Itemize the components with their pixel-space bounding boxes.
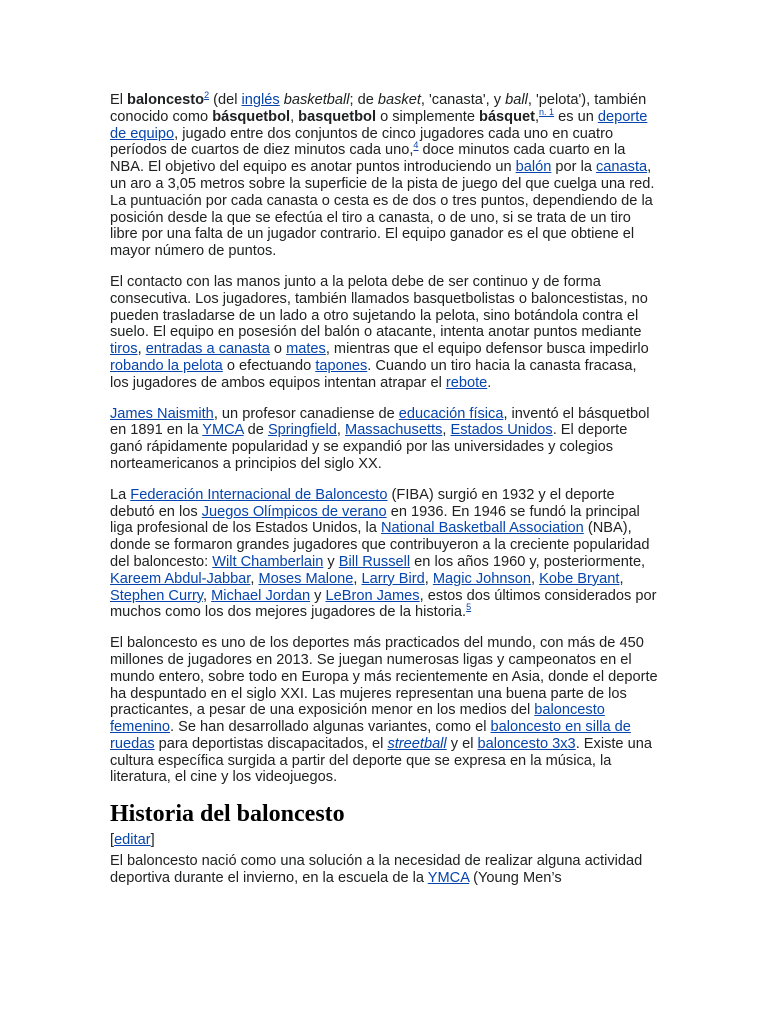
text: , bbox=[531, 570, 540, 587]
term-basquetbol: basquetbol bbox=[298, 108, 377, 125]
link-kareem-abdul-jabbar[interactable]: Kareem Abdul-Jabbar bbox=[110, 570, 251, 587]
text: , bbox=[336, 422, 346, 439]
text: , 'pelota'), también conocido como bbox=[110, 92, 647, 125]
text: , estos dos últimos considerados por muchos como los dos mejores jugadores de la historia. bbox=[110, 587, 657, 621]
text: o efectuando bbox=[222, 357, 316, 374]
text: . Se han desarrollado algunas variantes, como el bbox=[170, 719, 491, 736]
text: en los años 1960 y, posteriormente, bbox=[410, 553, 646, 570]
paragraph-fiba-nba bbox=[110, 487, 658, 621]
link-bill-russell[interactable]: Bill Russell bbox=[338, 553, 411, 570]
link-mates[interactable]: mates bbox=[286, 341, 326, 358]
text: , un profesor canadiense de bbox=[213, 405, 399, 422]
link-larry-bird[interactable]: Larry Bird bbox=[361, 570, 425, 587]
text: , 'canasta', y bbox=[420, 92, 506, 108]
term-ball: ball bbox=[505, 92, 528, 108]
link-massachusetts[interactable]: Massachusetts bbox=[345, 422, 443, 439]
text: El contacto con las manos junto a la pelota debe de ser continuo y de forma consecutiva. Los jugadores, también llamados basquetbolistas o baloncestistas, no pueden trasladarse de un lado a otro sujetando la pelota, sino botándola contra el suelo. El equipo en posesión del balón o atacante, intenta anotar puntos mediante bbox=[110, 273, 648, 341]
text: en 1936. En 1946 se fundó la principal liga profesional de los Estados Unidos, la bbox=[110, 503, 640, 537]
text: , bbox=[137, 341, 146, 358]
link-baloncesto-femenino[interactable]: baloncesto femenino bbox=[110, 702, 605, 736]
link-tapones[interactable]: tapones bbox=[315, 357, 368, 374]
section-edit bbox=[110, 832, 658, 849]
bracket: ] bbox=[150, 832, 155, 849]
term-basquet: básquet bbox=[479, 108, 535, 125]
text: , bbox=[203, 587, 212, 604]
text: o bbox=[269, 341, 287, 358]
text: (NBA), donde se formaron grandes jugadores que contribuyeron a la creciente popularidad del baloncesto: bbox=[110, 520, 650, 570]
text: El bbox=[110, 92, 128, 108]
text: doce minutos cada cuarto en la NBA. El objetivo del equipo es anotar puntos introduciendo un bbox=[110, 142, 626, 176]
text: (Young Men’s bbox=[469, 869, 562, 886]
text: . bbox=[487, 374, 492, 391]
link-deporte-de-equipo[interactable]: deporte de equipo bbox=[110, 108, 648, 142]
text: El baloncesto es uno de los deportes más practicados del mundo, con más de 450 millones de jugadores en 2013. Se juegan numerosas ligas y campeonatos en el mundo entero, sobre todo en Europa y más recientemente en Asia, donde el deporte ha despuntado en el siglo XXI. Las mujeres representan una buena parte de los practicantes, a pesar de una exposición menor en los medios del bbox=[110, 635, 658, 719]
paragraph-popularity bbox=[110, 635, 658, 786]
link-streetball[interactable] bbox=[387, 736, 446, 752]
text: , bbox=[619, 570, 624, 587]
ref-link[interactable]: 5 bbox=[466, 602, 472, 613]
text: , bbox=[424, 570, 433, 587]
link-stephen-curry[interactable]: Stephen Curry bbox=[110, 587, 204, 604]
link-ingles[interactable]: inglés bbox=[241, 92, 280, 108]
link-wilt-chamberlain[interactable]: Wilt Chamberlain bbox=[212, 553, 324, 570]
text: , bbox=[353, 570, 362, 587]
link-robando-la-pelota[interactable]: robando la pelota bbox=[110, 357, 223, 374]
link-rebote[interactable]: rebote bbox=[445, 374, 488, 391]
text: El baloncesto nació como una solución a la necesidad de realizar alguna actividad deportiva durante el invierno, en la escuela de la bbox=[110, 853, 643, 886]
link-kobe-bryant[interactable]: Kobe Bryant bbox=[539, 570, 620, 587]
term-basquetbol-accent: básquetbol bbox=[212, 108, 291, 125]
link-estados-unidos[interactable]: Estados Unidos bbox=[450, 422, 553, 439]
text: . El deporte ganó rápidamente popularidad y se expandió por las universidades y colegios norteamericanos a principios del siglo XX. bbox=[110, 422, 628, 472]
link-streetball-label: streetball bbox=[387, 735, 447, 752]
text: . Existe una cultura específica surgida a partir del deporte que se expresa en la música, la literatura, el cine y los videojuegos. bbox=[110, 735, 652, 786]
paragraph-rules bbox=[110, 274, 658, 392]
text: , un aro a 3,05 metros sobre la superficie de la pista de juego del que cuelga una red. La puntuación por cada canasta o cesta es de dos o tres puntos, dependiendo de la posición desde la que se efectúa el tiro a canasta, o de uno, si se trata de un tiro libre por una falta de un jugador contrario. El equipo ganador es el que obtiene el mayor número de puntos. bbox=[110, 159, 655, 260]
text: de bbox=[243, 422, 268, 439]
text: o simplemente bbox=[376, 108, 480, 125]
link-magic-johnson[interactable]: Magic Johnson bbox=[432, 570, 532, 587]
link-lebron-james[interactable]: LeBron James bbox=[325, 587, 420, 604]
text: por la bbox=[551, 159, 596, 176]
link-tiros[interactable]: tiros bbox=[110, 341, 138, 358]
text: , jugado entre dos conjuntos de cinco jugadores cada uno en cuatro períodos de cuartos de diez minutos cada uno, bbox=[110, 125, 614, 159]
link-canasta[interactable]: canasta bbox=[596, 159, 648, 176]
section-heading: Historia del baloncesto bbox=[110, 801, 345, 828]
text: , mientras que el equipo defensor busca impedirlo bbox=[325, 341, 649, 358]
paragraph-history bbox=[110, 853, 658, 887]
text: y el bbox=[446, 735, 478, 752]
text: ; de bbox=[349, 92, 378, 108]
link-ymca[interactable]: YMCA bbox=[427, 869, 470, 886]
link-educacion-fisica[interactable]: educación física bbox=[398, 405, 504, 422]
link-michael-jordan[interactable]: Michael Jordan bbox=[211, 587, 311, 604]
link-balon[interactable]: balón bbox=[515, 159, 552, 176]
text: es un bbox=[554, 108, 598, 125]
link-baloncesto-3x3[interactable]: baloncesto 3x3 bbox=[477, 735, 576, 752]
term-basket: basket bbox=[377, 92, 421, 108]
text: , bbox=[534, 108, 540, 125]
edit-link[interactable]: editar bbox=[114, 832, 151, 849]
term-baloncesto: baloncesto bbox=[127, 92, 205, 108]
text: y bbox=[310, 587, 326, 604]
link-james-naismith[interactable]: James Naismith bbox=[110, 405, 214, 422]
note-link[interactable]: n. 1 bbox=[539, 106, 555, 117]
text: , bbox=[290, 108, 299, 125]
ref-link[interactable]: 2 bbox=[204, 90, 210, 101]
link-nba[interactable]: National Basketball Association bbox=[380, 520, 584, 537]
link-moses-malone[interactable]: Moses Malone bbox=[258, 570, 354, 587]
link-entradas-a-canasta[interactable]: entradas a canasta bbox=[145, 341, 270, 358]
text: La bbox=[110, 486, 131, 503]
text: , inventó el básquetbol en 1891 en la bbox=[110, 405, 650, 439]
text: para deportistas discapacitados, el bbox=[154, 735, 388, 752]
link-fiba[interactable]: Federación Internacional de Baloncesto bbox=[130, 486, 388, 503]
term-basketball: basketball bbox=[283, 92, 350, 108]
text: y bbox=[323, 553, 339, 570]
paragraph-origin bbox=[110, 406, 658, 473]
link-juegos-olimpicos[interactable]: Juegos Olímpicos de verano bbox=[201, 503, 387, 520]
ref-link[interactable]: 4 bbox=[413, 140, 419, 151]
article-body bbox=[110, 92, 658, 901]
text: (del bbox=[209, 92, 242, 108]
link-springfield[interactable]: Springfield bbox=[267, 422, 337, 439]
bracket: [ bbox=[110, 832, 115, 849]
link-baloncesto-silla-ruedas[interactable]: baloncesto en silla de ruedas bbox=[110, 719, 631, 752]
text: . Cuando un tiro hacia la canasta fracasa, los jugadores de ambos equipos intentan atrapar el bbox=[110, 357, 637, 391]
text: (FIBA) surgió en 1932 y el deporte debutó en los bbox=[110, 486, 615, 520]
text: , bbox=[250, 570, 259, 587]
paragraph-intro bbox=[110, 92, 658, 260]
link-ymca[interactable]: YMCA bbox=[202, 422, 244, 439]
text: , bbox=[442, 422, 451, 439]
